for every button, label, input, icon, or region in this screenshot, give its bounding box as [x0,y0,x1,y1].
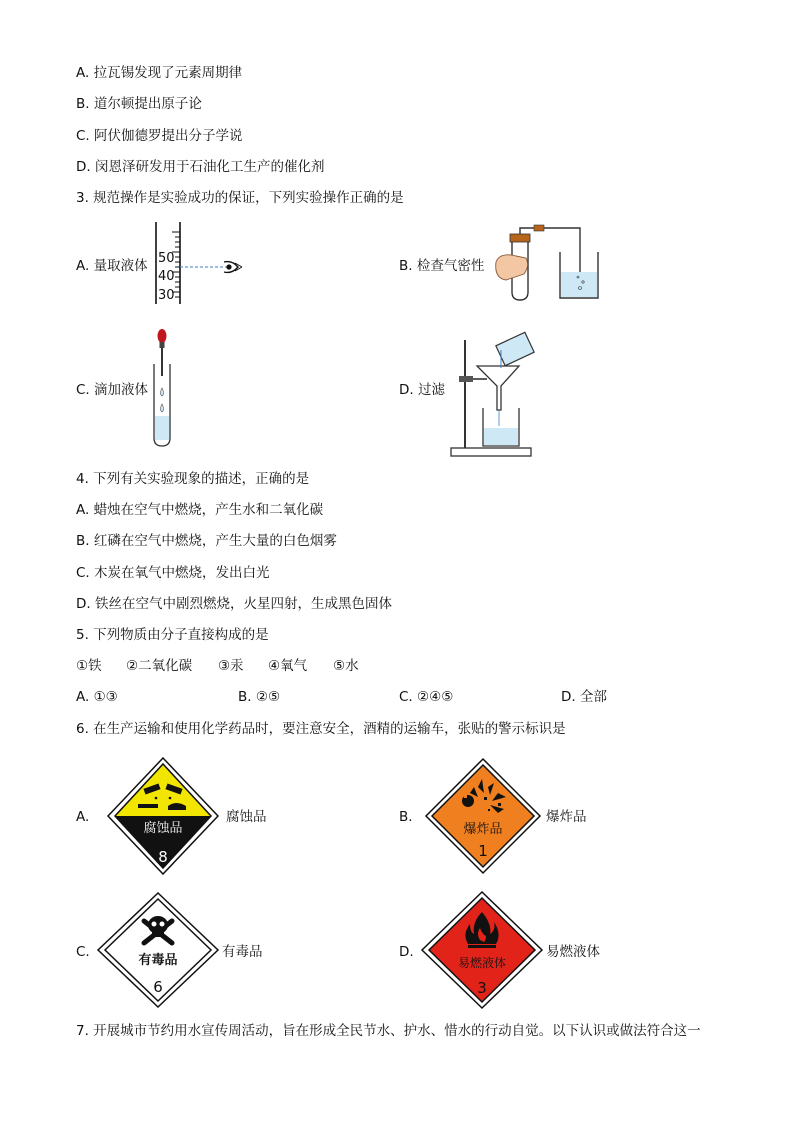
q5-stem: 5. 下列物质由分子直接构成的是 [76,627,269,643]
q5-option-a: A. ①③ [76,689,118,705]
q3-stem: 3. 规范操作是实验成功的保证，下列实验操作正确的是 [76,190,404,206]
q6-option-d-letter: D. [399,944,414,960]
q6-option-b-letter: B. [399,809,413,825]
q4-option-a: A. 蜡烛在空气中燃烧，产生水和二氧化碳 [76,502,324,518]
q5-option-c: C. ②④⑤ [399,689,454,705]
dropper-test-tube-figure [148,328,184,450]
q2-option-a: A. 拉瓦锡发现了元素周期律 [76,65,243,81]
q4-option-c: C. 木炭在氧气中燃烧，发出白光 [76,565,270,581]
explosive-sign-text: 爆炸品 [463,822,503,837]
q3-option-a-label: A. 量取液体 [76,258,148,274]
flammable-sign-text: 易燃液体 [457,956,507,970]
q5-item-5: ⑤水 [333,658,359,674]
graduated-cylinder-figure [150,222,250,307]
eye-icon [224,262,242,273]
flammable-class-number: 3 [477,979,487,997]
q6-option-b-label: 爆炸品 [546,809,587,825]
q4-option-b: B. 红磷在空气中燃烧，产生大量的白色烟雾 [76,533,337,549]
cylinder-mark-30: 30 [158,288,175,303]
q5-item-2: ②二氧化碳 [126,658,193,674]
filtration-figure [447,320,537,460]
flammable-liquid-sign [420,890,544,1010]
q6-option-a-letter: A. [76,809,90,825]
corrosive-sign [106,756,220,876]
toxic-class-number: 6 [153,978,163,996]
q4-stem: 4. 下列有关实验现象的描述，正确的是 [76,471,310,487]
q3-option-c-label: C. 滴加液体 [76,382,149,398]
q5-option-d: D. 全部 [561,689,607,705]
q6-option-a-label: 腐蚀品 [226,809,267,825]
toxic-sign-text: 有毒品 [138,953,178,968]
q6-option-c-label: 有毒品 [222,944,263,960]
q2-option-b: B. 道尔顿提出原子论 [76,96,202,112]
q2-option-d: D. 闵恩泽研发用于石油化工生产的催化剂 [76,159,325,175]
q6-option-c-letter: C. [76,944,90,960]
airtightness-check-figure [490,222,602,304]
q4-option-d: D. 铁丝在空气中剧烈燃烧，火星四射，生成黑色固体 [76,596,392,612]
q7-stem: 7. 开展城市节约用水宣传周活动，旨在形成全民节水、护水、惜水的行动自觉。以下认识或做法符合这一 [76,1023,701,1039]
q3-option-b-label: B. 检查气密性 [399,258,485,274]
dropper-bulb [158,329,167,343]
cylinder-mark-40: 40 [158,269,175,284]
q5-item-1: ①铁 [76,658,102,674]
cylinder-mark-50: 50 [158,251,175,266]
explosive-sign [424,757,542,875]
corrosive-class-number: 8 [158,848,168,866]
q5-item-4: ④氧气 [268,658,308,674]
q5-item-3: ③汞 [218,658,244,674]
corrosive-sign-text: 腐蚀品 [143,821,183,836]
q6-stem: 6. 在生产运输和使用化学药品时，要注意安全，酒精的运输车，张贴的警示标识是 [76,721,566,737]
q6-option-d-label: 易燃液体 [546,944,600,960]
q2-option-c: C. 阿伏伽德罗提出分子学说 [76,128,243,144]
q3-option-d-label: D. 过滤 [399,382,445,398]
explosive-class-number: 1 [478,842,488,860]
q5-option-b: B. ②⑤ [238,689,281,705]
toxic-sign [96,891,220,1009]
